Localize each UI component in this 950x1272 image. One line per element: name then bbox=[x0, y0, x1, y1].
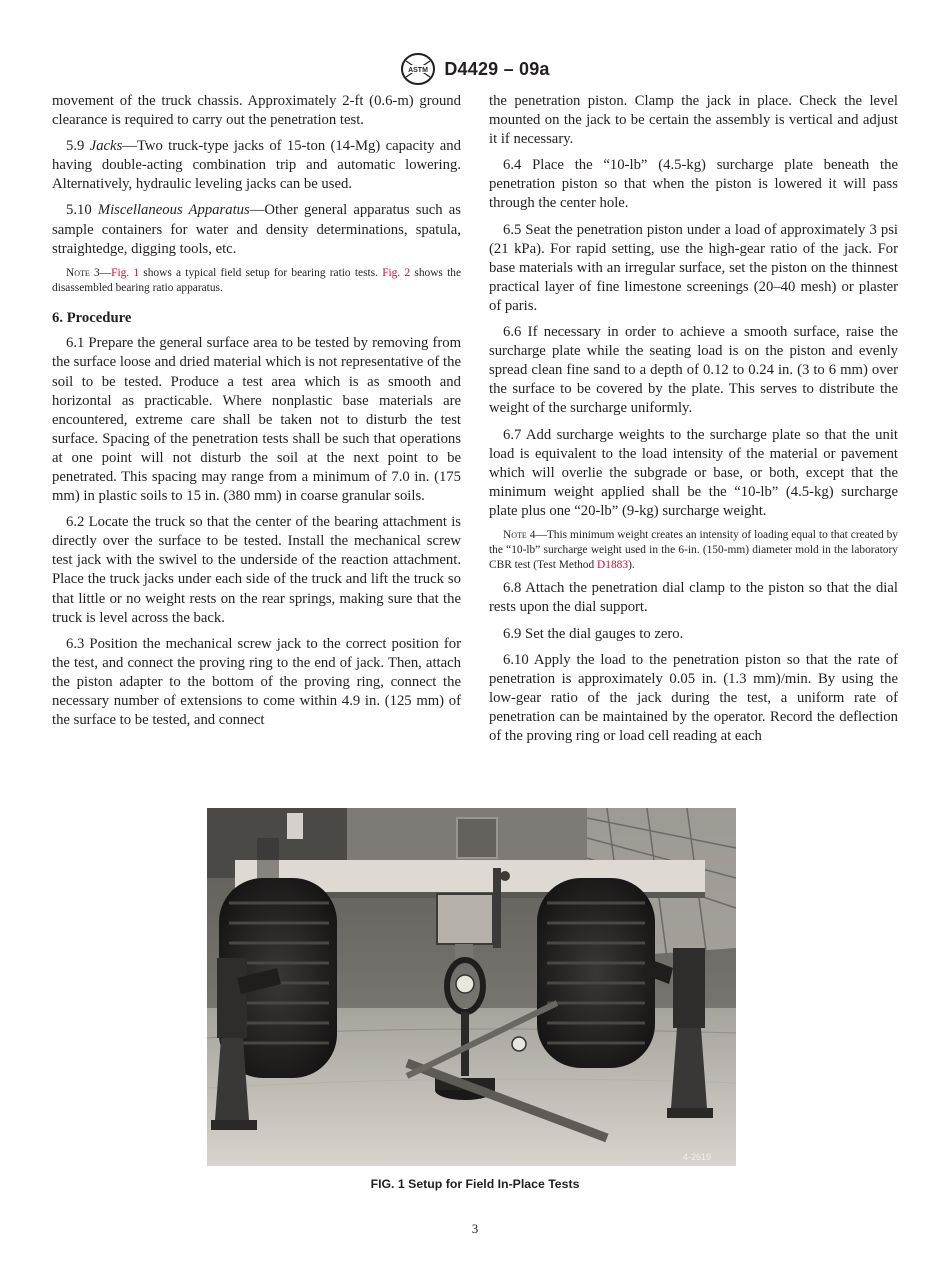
field-setup-photo-illustration bbox=[207, 808, 736, 1166]
clause-number: 5.10 bbox=[66, 202, 92, 219]
paragraph-6-10: 6.10 Apply the load to the penetration piston so that the rate of penetration is approximately 0.05 in. (1.3 mm)/min. By using the low-gear ratio of the jack during the test, a uniform rate of penetration can be maintained by the operator. Record the deflection of the proving ring or load cell reading at each bbox=[489, 651, 898, 745]
document-id: D4429 – 09a bbox=[444, 58, 550, 79]
paragraph-5-9 bbox=[52, 137, 461, 194]
note-text-end: ). bbox=[628, 558, 635, 571]
paragraph-6-7: 6.7 Add surcharge weights to the surcharge plate so that the unit load is equivalent to the load intensity of the material or pavement which will overlie the subgrade or base, or both, except that the minimum weight applied shall be the “10-lb” (4.5-kg) surcharge plate plus one “20-lb” (9-kg) surcharge weight. bbox=[489, 426, 898, 519]
fig-2-link[interactable]: Fig. 2 bbox=[382, 266, 411, 279]
note-text-end: shows the disassembled bearing ratio apparatus. bbox=[52, 266, 462, 294]
clause-text: —Other general apparatus such as sample containers for water and density determinations, spatula, straightedge, digging tools, etc. bbox=[52, 202, 462, 257]
paragraph-6-2: 6.2 Locate the truck so that the center of the bearing attachment is directly over the surface to be tested. Install the mechanical screw test jack with the swivel to the underside of the reaction attachment. Place the truck jacks under each side of the truck and lift the truck so that little or no weight rests on the rear springs, making sure that the truck is level across the back. bbox=[52, 514, 461, 626]
clause-text: —Two truck-type jacks of 15-ton (14-Mg) capacity and having double-acting combination trip and automatic lowering. Alternatively, hydraulic leveling jacks can be used. bbox=[52, 138, 461, 193]
photo-stamp: 4-2619 bbox=[683, 1152, 712, 1162]
page-number: 3 bbox=[471, 1221, 479, 1236]
d1883-link[interactable]: D1883 bbox=[597, 558, 629, 571]
note-label: Note bbox=[66, 266, 90, 279]
note-label: Note bbox=[503, 528, 527, 541]
paragraph-6-9: 6.9 Set the dial gauges to zero. bbox=[503, 625, 684, 642]
paragraph-6-3: 6.3 Position the mechanical screw jack to the correct position for the test, and connect the proving ring to the end of jack. Then, attach the piston adapter to the bottom of the proving ring, connect the necessary number of extensions to come within 4.9 in. (125 mm) of the surface to be tested, and connect bbox=[52, 635, 461, 729]
figure-1-photo bbox=[207, 808, 736, 1166]
note-text: shows a typical field setup for bearing ratio tests. bbox=[139, 266, 383, 279]
page-header bbox=[0, 52, 950, 86]
paragraph-6-5: 6.5 Seat the penetration piston under a load of approximately 3 psi (21 kPa). For rapid setting, use the high-gear ratio of the jack. For base materials with an irregular surface, set the piston on the thinnest practical layer of fine limestone screenings (20–40 mesh) or plaster of paris. bbox=[489, 221, 898, 314]
svg-text:ASTM: ASTM bbox=[408, 67, 429, 74]
note-number: 3— bbox=[94, 266, 112, 279]
note-text: 4—This minimum weight creates an intensity of loading equal to that created by the “10-lb” surcharge weight used in the 6-in. (150-mm) diameter mold in the laboratory CBR test (Test Method bbox=[489, 528, 898, 571]
fig-1-link[interactable]: Fig. 1 bbox=[111, 266, 140, 279]
figure-caption: FIG. 1 Setup for Field In-Place Tests bbox=[370, 1177, 580, 1191]
note-3 bbox=[52, 266, 461, 296]
clause-number: 5.9 bbox=[66, 138, 85, 155]
right-column bbox=[489, 92, 898, 753]
clause-term: Miscellaneous Apparatus bbox=[97, 202, 250, 219]
paragraph-5-10 bbox=[52, 201, 461, 258]
left-column bbox=[52, 92, 461, 737]
paragraph-continued: the penetration piston. Clamp the jack in place. Check the level mounted on the jack to be certain the assembly is vertical and adjust it if necessary. bbox=[489, 93, 898, 148]
paragraph-continued: movement of the truck chassis. Approximately 2-ft (0.6-m) ground clearance is required to carry out the penetration test. bbox=[52, 93, 461, 129]
paragraph-6-6: 6.6 If necessary in order to achieve a smooth surface, raise the surcharge plate while the seating load is on the piston and evenly spread clean fine sand to a depth of 0.12 to 0.24 in. (3 to 6 mm) over the surface to be covered by the plate. This serves to distribute the weight of the surcharge uniformly. bbox=[489, 324, 898, 417]
paragraph-6-8: 6.8 Attach the penetration dial clamp to the piston so that the dial rests upon the dial support. bbox=[489, 580, 898, 616]
clause-term: Jacks bbox=[89, 138, 123, 155]
astm-logo-icon bbox=[400, 52, 436, 86]
note-4 bbox=[489, 528, 898, 572]
section-heading-procedure: 6. Procedure bbox=[52, 310, 132, 327]
paragraph-6-4: 6.4 Place the “10-lb” (4.5-kg) surcharge plate beneath the penetration piston so that when the piston is lowered it will pass through the center hole. bbox=[489, 157, 898, 212]
paragraph-6-1: 6.1 Prepare the general surface area to be tested by removing from the surface loose and dried material which is not representative of the soil to be tested. Produce a test area which is as smooth and horizontal as practicable. Where nonplastic base materials are encountered, extreme care shall be taken not to disturb the test surface. Spacing of the penetration tests shall be such that operations at one point will not disturb the soil at the next point to be penetrated. This spacing may range from a minimum of 7.0 in. (175 mm) in plastic soils to 15 in. (380 mm) in coarse granular soils. bbox=[52, 335, 461, 505]
